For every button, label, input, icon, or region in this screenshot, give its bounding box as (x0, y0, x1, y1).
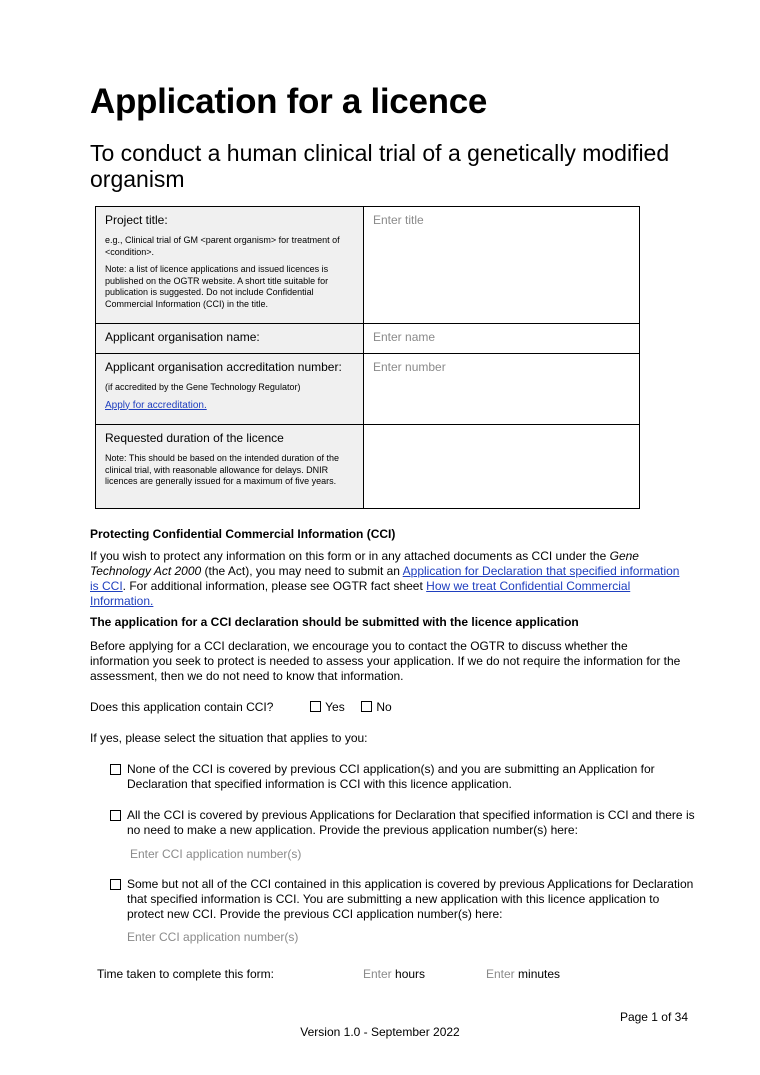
cci-option-2 (110, 808, 695, 862)
cci-option-1 (110, 762, 695, 792)
cci-heading-2: The application for a CCI declaration should be submitted with the licence application (90, 615, 579, 629)
project-details-table (95, 206, 640, 509)
page-subtitle: To conduct a human clinical trial of a genetically modified organism (90, 140, 670, 192)
cci-yes-label: Yes (325, 700, 345, 714)
accreditation-note: (if accredited by the Gene Technology Regulator) (105, 382, 301, 392)
hours-field[interactable] (363, 967, 425, 982)
cci-option-2-checkbox[interactable] (110, 810, 121, 821)
minutes-placeholder: Enter (486, 967, 515, 981)
minutes-unit: minutes (518, 967, 561, 981)
cci-option-3 (110, 877, 695, 945)
project-title-example: e.g., Clinical trial of GM <parent organism> for treatment of <condition>. (105, 235, 340, 257)
cci-intro-text: (the Act), you may need to submit an (201, 564, 403, 578)
accreditation-label-cell (96, 354, 364, 425)
cci-yes-checkbox[interactable] (310, 701, 321, 712)
org-name-label: Applicant organisation name: (105, 330, 260, 344)
cci-option-3-checkbox[interactable] (110, 879, 121, 890)
cci-option-1-label: None of the CCI is covered by previous CCI application(s) and you are submitting an Application for Declaration that specified information is CCI with this licence application. (127, 762, 655, 791)
time-label: Time taken to complete this form: (97, 967, 274, 981)
project-title-label-cell (96, 207, 364, 324)
cci-factsheet-link[interactable]: How we treat Confidential Commercial Information. (90, 579, 631, 608)
hours-placeholder: Enter (363, 967, 392, 981)
cci-intro-text: . For additional information, please see OGTR fact sheet (122, 579, 427, 593)
cci-intro-text: If you wish to protect any information on this form or in any attached documents as CCI under the (90, 549, 610, 563)
version-footer: Version 1.0 - September 2022 (300, 1025, 460, 1039)
cci-intro-paragraph (90, 549, 690, 609)
project-title-field[interactable]: Enter title (364, 207, 640, 324)
table-row (96, 425, 640, 509)
table-row (96, 354, 640, 425)
cci-option-2-label: All the CCI is covered by previous Applications for Declaration that specified information is CCI and there is no need to make a new application. Provide the previous application number(s) here: (127, 808, 695, 837)
cci-option-2-input[interactable]: Enter CCI application number(s) (130, 847, 302, 861)
table-row (96, 324, 640, 354)
page-title: Application for a licence (90, 82, 488, 121)
duration-note: Note: This should be based on the intended duration of the clinical trial, with reasonable allowance for delays. DNIR licences are generally issued for a maximum of five years. (105, 453, 340, 486)
hours-unit: hours (395, 967, 426, 981)
page-number: Page 1 of 34 (619, 1010, 688, 1024)
cci-question: Does this application contain CCI? (90, 700, 274, 714)
act-name: Gene Technology Act 2000 (90, 549, 639, 578)
cci-no-checkbox[interactable] (361, 701, 372, 712)
cci-no-label: No (376, 700, 392, 714)
table-row (96, 207, 640, 324)
cci-declaration-link[interactable]: Application for Declaration that specified information is CCI (90, 564, 680, 593)
project-title-note: Note: a list of licence applications and issued licences is published on the OGTR website. A short title suitable for publication is suggested. Do not include Confidential Commercial Information (CCI) in the title. (105, 264, 329, 309)
accreditation-number-field[interactable]: Enter number (364, 354, 640, 425)
cci-option-3-input[interactable]: Enter CCI application number(s) (127, 930, 299, 944)
duration-label-cell (96, 425, 364, 509)
cci-option-3-label: Some but not all of the CCI contained in this application is covered by previous Applications for Declaration that specified information is CCI. You are submitting a new application with this licence application to protect new CCI. Provide the previous CCI application number(s) here: (127, 877, 694, 921)
accreditation-label: Applicant organisation accreditation number: (105, 360, 342, 374)
apply-accreditation-link[interactable]: Apply for accreditation. (105, 399, 207, 411)
cci-heading: Protecting Confidential Commercial Information (CCI) (90, 527, 396, 541)
duration-field[interactable] (364, 425, 640, 509)
cci-advice-paragraph: Before applying for a CCI declaration, we encourage you to contact the OGTR to discuss whether the information you seek to protect is needed to assess your application. If we do not require the information for the assessment, then we do not need to know that information. (90, 639, 681, 683)
time-row (97, 967, 697, 982)
cci-if-yes: If yes, please select the situation that applies to you: (90, 731, 368, 745)
org-name-field[interactable]: Enter name (364, 324, 640, 354)
cci-question-row (90, 700, 690, 715)
duration-label: Requested duration of the licence (105, 431, 284, 445)
cci-option-1-checkbox[interactable] (110, 764, 121, 775)
minutes-field[interactable] (486, 967, 560, 982)
org-name-label-cell (96, 324, 364, 354)
project-title-label: Project title: (105, 213, 168, 227)
